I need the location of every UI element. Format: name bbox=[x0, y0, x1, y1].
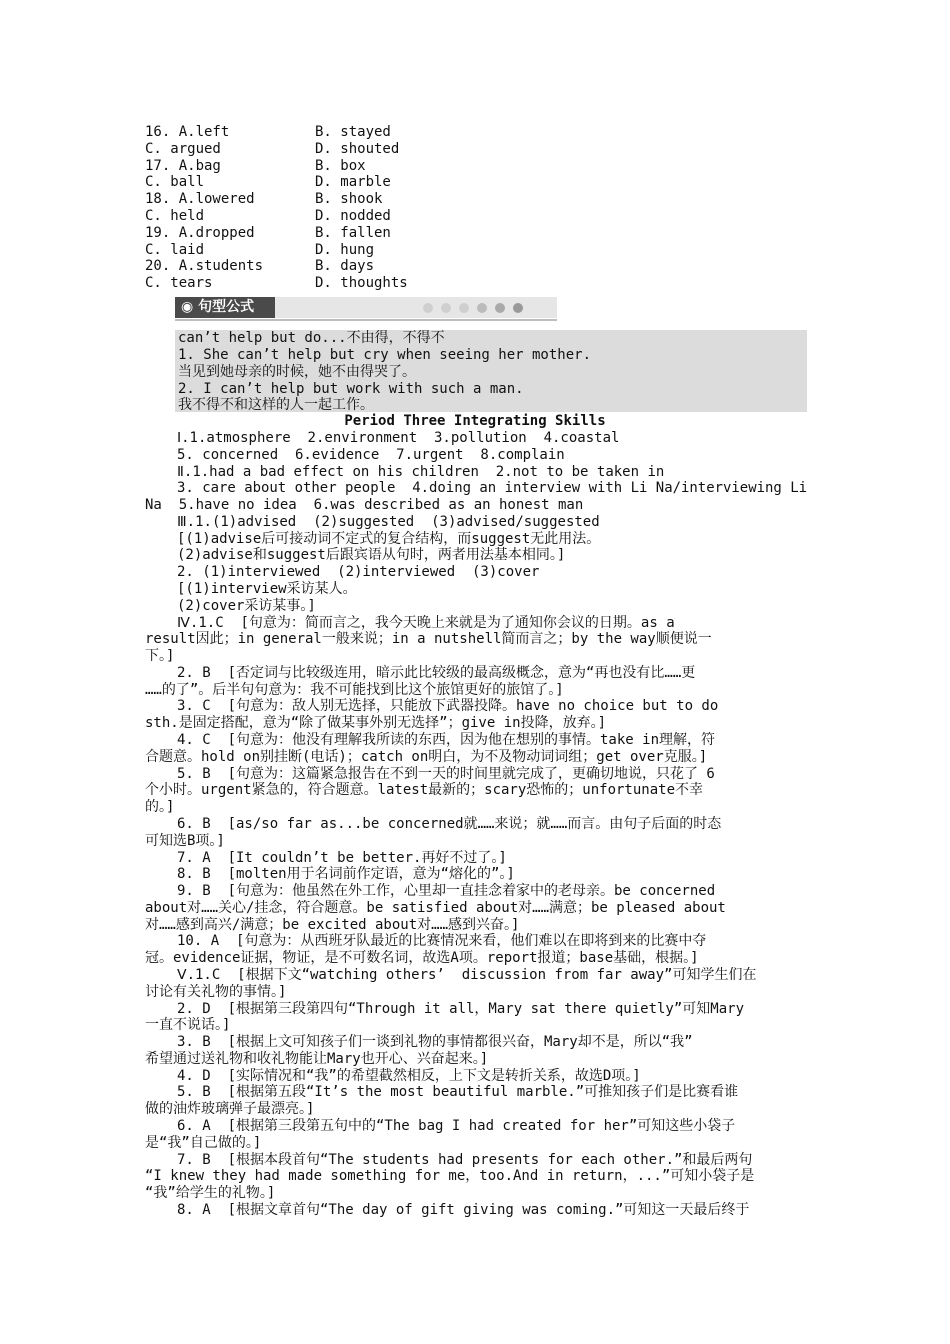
answer-line: 希望通过送礼物和收礼物能让Mary也开心、兴奋起来。] bbox=[145, 1050, 489, 1067]
section-header bbox=[175, 297, 557, 321]
answer-line: 是“我”自己做的。] bbox=[145, 1134, 262, 1151]
section-header-label: ◉ 句型公式 bbox=[175, 297, 275, 318]
section-header-bar bbox=[275, 297, 557, 318]
option-right: D. shouted bbox=[315, 140, 400, 157]
option-left: 18. A.lowered bbox=[145, 191, 255, 208]
formula-line: 当见到她母亲的时候，她不由得哭了。 bbox=[178, 364, 416, 380]
answer-line: 讨论有关礼物的事情。] bbox=[145, 983, 287, 1000]
option-left: 20. A.students bbox=[145, 258, 264, 275]
decor-dot-icon bbox=[495, 303, 505, 313]
option-right: D. marble bbox=[315, 174, 391, 191]
answer-line: [(1)interview采访某人。 bbox=[177, 581, 357, 598]
option-right: D. nodded bbox=[315, 208, 391, 224]
answer-line: 9. B [句意为：他虽然在外工作，心里却一直挂念着家中的老母亲。be concerned bbox=[177, 883, 716, 900]
answer-line: result因此；in general一般来说；in a nutshell简而言之；by the way顺便说一 bbox=[145, 631, 712, 648]
answer-line: 8. A [根据文章首句“The day of gift giving was coming.”可知这一天最后终于 bbox=[177, 1201, 750, 1218]
answer-line: 5. B [句意为：这篇紧急报告在不到一天的时间里就完成了，更确切地说，只花了 6 bbox=[177, 765, 715, 782]
answer-line: 对……感到高兴/满意；be excited about对……感到兴奋。] bbox=[145, 916, 520, 933]
answer-line: “I knew they had made something for me，too.And in return，...”可知小袋子是 bbox=[145, 1168, 755, 1185]
option-left: 19. A.dropped bbox=[145, 224, 255, 241]
answer-line: sth.是固定搭配，意为“除了做某事外别无选择”；give in投降，放弃。] bbox=[145, 715, 607, 732]
answer-line: 5. concerned 6.evidence 7.urgent 8.complain bbox=[177, 446, 565, 463]
answer-line: 8. B [molten用于名词前作定语，意为“熔化的”。] bbox=[177, 866, 515, 883]
option-right: B. fallen bbox=[315, 224, 391, 241]
answer-line: 6. B [as/so far as...be concerned就……来说；就……而言。由句子后面的时态 bbox=[177, 815, 722, 832]
answer-line: 6. A [根据第三段第五句中的“The bag I had created for her”可知这些小袋子 bbox=[177, 1117, 736, 1134]
option-right: B. stayed bbox=[315, 124, 391, 140]
answer-line: 个小时。urgent紧急的，符合题意。latest最新的；scary恐怖的；unfortunate不幸 bbox=[145, 782, 704, 799]
formula-box bbox=[175, 330, 807, 412]
formula-line: 2. I can’t help but work with such a man. bbox=[178, 381, 524, 397]
answer-line: 做的油炸玻璃弹子最漂亮。] bbox=[145, 1101, 315, 1118]
formula-line: 1. She can’t help but cry when seeing her mother. bbox=[178, 347, 592, 363]
answer-line: [(1)advise后可接动词不定式的复合结构，而suggest无此用法。 bbox=[177, 530, 601, 547]
answer-line: Ⅳ.1.C [句意为：简而言之，我今天晚上来就是为了通知你会议的日期。as a bbox=[177, 614, 675, 631]
option-left: C. ball bbox=[145, 174, 205, 191]
answer-line: “我”给学生的礼物。] bbox=[145, 1185, 276, 1202]
answer-line: Ⅰ.1.atmosphere 2.environment 3.pollution 4.coastal bbox=[177, 430, 620, 446]
formula-line: can’t help but do...不由得，不得不 bbox=[178, 330, 445, 346]
answer-line: ……的了”。后半句句意为：我不可能找到比这个旅馆更好的旅馆了。] bbox=[145, 681, 564, 698]
answer-line: 3. C [句意为：敌人别无选择，只能放下武器投降。have no choice but to do bbox=[177, 698, 719, 715]
option-right: B. box bbox=[315, 157, 366, 174]
period-title: Period Three Integrating Skills bbox=[344, 413, 606, 429]
answer-line: Ⅲ.1.(1)advised (2)suggested (3)advised/suggested bbox=[177, 513, 600, 530]
option-right: D. hung bbox=[315, 241, 375, 258]
answer-line: 2. D [根据第三段第四句“Through it all，Mary sat there quietly”可知Mary bbox=[177, 1000, 745, 1017]
answer-line: 3. B [根据上文可知孩子们一谈到礼物的事情都很兴奋，Mary却不是，所以“我” bbox=[177, 1034, 693, 1051]
answer-line: 可知选B项。] bbox=[145, 832, 225, 849]
answer-line: about对……关心/挂念，符合题意。be satisfied about对……满意；be pleased about bbox=[145, 899, 726, 916]
decor-dot-icon bbox=[441, 303, 451, 313]
option-left: C. held bbox=[145, 208, 205, 224]
answer-line: 冠。evidence证据，物证，是不可数名词，故选A项。report报道；base基础，根据。] bbox=[145, 950, 699, 967]
option-left: C. laid bbox=[145, 241, 205, 258]
decor-dot-icon bbox=[423, 303, 433, 313]
answer-line: 合题意。hold on别挂断(电话)；catch on明白，为不及物动词词组；get over克服。] bbox=[145, 748, 708, 765]
answer-line: 7. B [根据本段首句“The students had presents for each other.”和最后两句 bbox=[177, 1151, 753, 1168]
option-right: B. shook bbox=[315, 191, 383, 208]
answer-line: 一直不说话。] bbox=[145, 1017, 231, 1034]
answer-line: 5. B [根据第五段“It’s the most beautiful marble.”可推知孩子们是比赛看谁 bbox=[177, 1084, 739, 1101]
answer-line: 的。] bbox=[145, 799, 175, 816]
answer-line: 3. care about other people 4.doing an interview with Li Na/interviewing Li bbox=[177, 480, 808, 497]
answer-line: 4. C [句意为：他没有理解我所读的东西，因为他在想别的事情。take in理解，符 bbox=[177, 732, 716, 749]
answer-line: 2. B [否定词与比较级连用，暗示此比较级的最高级概念，意为“再也没有比……更 bbox=[177, 664, 696, 681]
option-left: C. argued bbox=[145, 140, 221, 157]
answer-line: 4. D [实际情况和“我”的希望截然相反，上下文是转折关系，故选D项。] bbox=[177, 1067, 641, 1084]
decor-dot-icon bbox=[477, 303, 487, 313]
answer-line: Na 5.have no idea 6.was described as an honest man bbox=[145, 497, 584, 514]
decor-dot-icon bbox=[513, 303, 523, 313]
section-header-underline bbox=[175, 319, 557, 321]
answer-line: 2. (1)interviewed (2)interviewed (3)cover bbox=[177, 564, 540, 581]
option-right: B. days bbox=[315, 258, 375, 275]
answer-line: 下。] bbox=[145, 648, 175, 665]
formula-line: 我不得不和这样的人一起工作。 bbox=[178, 397, 374, 413]
answer-line: 7. A [It couldn’t be better.再好不过了。] bbox=[177, 849, 507, 866]
answer-line: Ⅴ.1.C [根据下文“watching others’ discussion from far away”可知学生们在 bbox=[177, 966, 757, 983]
answer-line: (2)cover采访某事。] bbox=[177, 597, 316, 614]
answer-line: 10. A [句意为：从西班牙队最近的比赛情况来看，他们难以在即将到来的比赛中夺 bbox=[177, 933, 707, 950]
decor-dot-icon bbox=[459, 303, 469, 313]
option-right: D. thoughts bbox=[315, 275, 408, 292]
option-left: C. tears bbox=[145, 275, 213, 292]
option-left: 17. A.bag bbox=[145, 157, 221, 174]
answer-line: (2)advise和suggest后跟宾语从句时，两者用法基本相同。] bbox=[177, 547, 566, 564]
answer-line: Ⅱ.1.had a bad effect on his children 2.not to be taken in bbox=[177, 463, 665, 480]
option-left: 16. A.left bbox=[145, 124, 230, 140]
